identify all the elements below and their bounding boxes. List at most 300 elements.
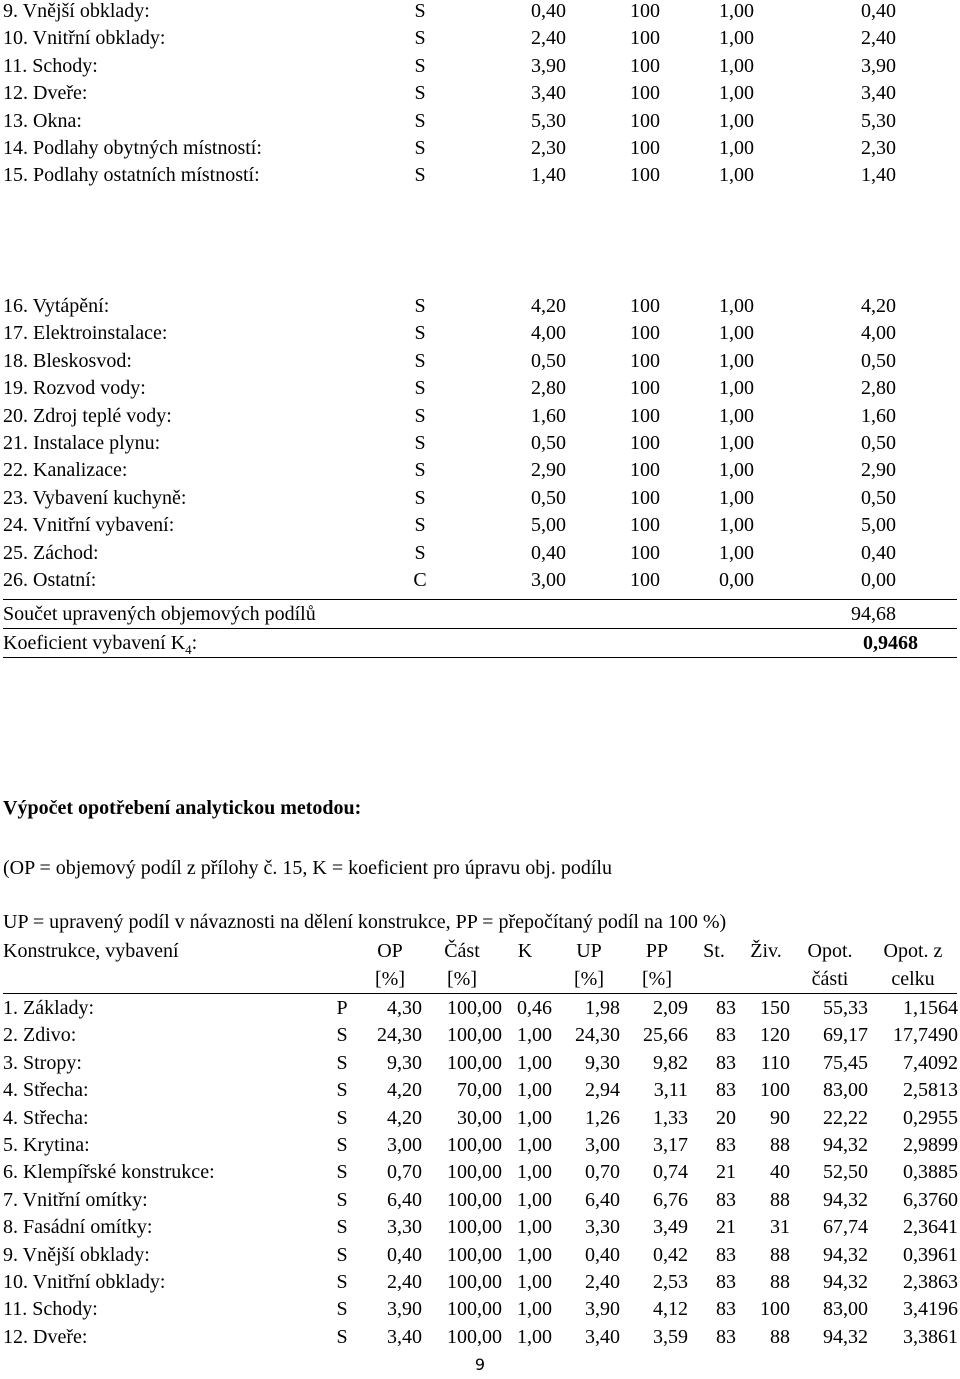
table-row [0,1214,960,1241]
row-type: S [414,27,426,50]
row-k: 1,00 [517,1051,552,1074]
row-value-a: 0,50 [531,349,566,372]
row-label: 20. Zdroj teplé vody: [3,404,172,427]
header-opot-casti-2: části [811,968,849,990]
row-up: 24,30 [575,1024,620,1047]
row-opot-casti: 94,32 [823,1134,868,1156]
row-type: P [336,997,348,1019]
row-value-d: 4,00 [861,322,896,345]
row-type: S [336,1188,348,1211]
row-label: 22. Kanalizace: [3,459,128,482]
table-row [0,0,960,25]
row-label: 13. Okna: [3,109,82,132]
table-row [0,375,960,402]
row-st: 83 [716,1271,736,1293]
row-value-b: 100 [630,349,660,372]
row-ziv: 150 [760,997,790,1019]
row-ziv: 31 [770,1216,790,1239]
row-value-a: 3,90 [531,54,566,77]
row-op: 4,20 [387,1079,422,1102]
header-up-unit: [%] [574,968,604,990]
row-label: 3. Stropy: [3,1051,82,1074]
row-cast: 100,00 [447,1051,502,1074]
row-opot-casti: 94,32 [823,1271,868,1293]
row-opot-casti: 52,50 [823,1161,868,1184]
row-value-b: 100 [630,54,660,77]
row-pp: 3,49 [653,1216,688,1239]
row-ziv: 88 [770,1325,790,1348]
table-row [0,80,960,107]
divider-line [3,599,957,600]
row-type: S [414,322,426,345]
row-up: 2,94 [585,1079,620,1102]
row-type: S [414,82,426,105]
row-cast: 100,00 [447,1271,502,1293]
row-label: 21. Instalace plynu: [3,432,161,454]
row-opot-celku: 0,2955 [903,1106,958,1129]
row-type: S [336,1079,348,1102]
row-label: 11. Schody: [3,1298,98,1321]
row-type: S [336,1298,348,1321]
row-value-c: 1,00 [719,164,754,187]
row-op: 0,70 [387,1161,422,1184]
row-type: S [414,514,426,537]
row-value-a: 1,40 [531,164,566,187]
row-st: 20 [716,1106,736,1129]
table-row [0,25,960,52]
row-value-d: 2,40 [861,27,896,50]
row-value-b: 100 [630,569,660,591]
row-type: S [414,137,426,159]
row-value-a: 4,20 [531,295,566,317]
row-label: 2. Zdivo: [3,1024,77,1047]
row-value-d: 2,90 [861,459,896,482]
row-pp: 25,66 [643,1024,688,1047]
row-up: 3,30 [585,1216,620,1239]
row-type: S [336,1271,348,1293]
row-type: S [414,486,426,509]
row-value-c: 1,00 [719,109,754,132]
row-pp: 6,76 [653,1188,688,1211]
row-label: 18. Bleskosvod: [3,349,132,372]
row-st: 83 [716,1243,736,1266]
row-up: 6,40 [585,1188,620,1211]
row-ziv: 88 [770,1134,790,1156]
header-pp: PP [645,940,669,962]
table-row [0,1296,960,1323]
row-st: 21 [716,1161,736,1184]
table-row [0,403,960,430]
row-ziv: 100 [760,1079,790,1102]
row-label: 9. Vnější obklady: [3,0,150,22]
row-label: 26. Ostatní: [3,569,97,591]
row-label: 11. Schody: [3,54,98,77]
row-label: 4. Střecha: [3,1106,89,1129]
table-row [0,108,960,135]
row-k: 1,00 [517,1188,552,1211]
table-row [0,1105,960,1132]
row-st: 83 [716,1051,736,1074]
divider-line [3,628,957,629]
row-value-d: 2,80 [861,377,896,400]
sum-label: Součet upravených objemových podílů [3,603,316,625]
row-op: 3,40 [387,1325,422,1348]
row-value-b: 100 [630,109,660,132]
row-value-c: 1,00 [719,54,754,77]
row-value-b: 100 [630,486,660,509]
row-value-d: 0,50 [861,349,896,372]
row-value-a: 0,50 [531,486,566,509]
table-row [0,1187,960,1214]
row-opot-celku: 6,3760 [903,1188,958,1211]
row-pp: 2,09 [653,997,688,1019]
row-k: 1,00 [517,1106,552,1129]
row-value-a: 2,40 [531,27,566,50]
row-value-c: 1,00 [719,541,754,564]
row-value-d: 5,30 [861,109,896,132]
row-st: 83 [716,997,736,1019]
row-ziv: 40 [770,1161,790,1184]
row-cast: 100,00 [447,1188,502,1211]
row-label: 14. Podlahy obytných místností: [3,137,262,159]
table-row [0,485,960,512]
row-opot-casti: 75,45 [823,1051,868,1074]
note-line-1: (OP = objemový podíl z přílohy č. 15, K = koeficient pro úpravu obj. podílu [3,857,612,879]
table-row [0,1324,960,1351]
row-value-d: 2,30 [861,137,896,159]
row-k: 1,00 [517,1161,552,1184]
row-opot-casti: 94,32 [823,1188,868,1211]
table-row [0,1269,960,1296]
header-st: St. [703,940,725,962]
coefficient-value: 0,9468 [863,632,918,654]
table-row [0,995,960,1022]
row-ziv: 88 [770,1188,790,1211]
header-opot-celku-2: celku [891,968,935,990]
row-k: 1,00 [517,1325,552,1348]
header-up: UP [576,940,602,962]
row-ziv: 120 [760,1024,790,1047]
row-label: 12. Dveře: [3,1325,88,1348]
row-label: 6. Klempířské konstrukce: [3,1161,215,1184]
row-up: 9,30 [585,1051,620,1074]
row-op: 3,90 [387,1298,422,1321]
row-pp: 3,17 [653,1134,688,1156]
coefficient-row [0,630,960,657]
table-row [0,1022,960,1049]
row-op: 9,30 [387,1051,422,1074]
row-value-b: 100 [630,82,660,105]
row-opot-celku: 2,3863 [903,1271,958,1293]
row-k: 1,00 [517,1271,552,1293]
table-row [0,430,960,457]
row-op: 4,30 [387,997,422,1019]
row-value-d: 0,40 [861,0,896,22]
row-value-c: 1,00 [719,377,754,400]
row-value-b: 100 [630,404,660,427]
row-label: 19. Rozvod vody: [3,377,146,400]
table-row [0,320,960,347]
row-value-a: 3,40 [531,82,566,105]
row-value-d: 0,00 [861,569,896,591]
row-label: 7. Vnitřní omítky: [3,1188,148,1211]
row-label: 10. Vnitřní obklady: [3,27,166,50]
row-value-a: 0,50 [531,432,566,454]
row-pp: 4,12 [653,1298,688,1321]
table-row [0,162,960,189]
row-opot-celku: 2,9899 [903,1134,958,1156]
row-st: 21 [716,1216,736,1239]
row-type: S [414,459,426,482]
row-opot-celku: 2,3641 [903,1216,958,1239]
row-cast: 70,00 [457,1079,502,1102]
row-opot-casti: 94,32 [823,1243,868,1266]
row-label: 17. Elektroinstalace: [3,322,168,345]
header-konstrukce: Konstrukce, vybavení [3,940,179,962]
row-label: 23. Vybavení kuchyně: [3,486,187,509]
sum-value: 94,68 [851,603,896,625]
coefficient-label: Koeficient vybavení $K_4$: [3,632,198,657]
row-value-a: 2,30 [531,137,566,159]
table-row [0,1050,960,1077]
table-row [0,135,960,162]
row-label: 16. Vytápění: [3,295,110,317]
header-op: OP [377,940,403,962]
row-up: 3,00 [585,1134,620,1156]
row-value-b: 100 [630,0,660,22]
row-ziv: 88 [770,1243,790,1266]
row-pp: 1,33 [653,1106,688,1129]
row-up: 0,40 [585,1243,620,1266]
row-opot-casti: 22,22 [823,1106,868,1129]
row-up: 1,26 [585,1106,620,1129]
row-st: 83 [716,1024,736,1047]
row-type: S [414,432,426,454]
header-cast: Část [444,940,480,962]
header-pp-unit: [%] [642,968,672,990]
row-opot-casti: 69,17 [823,1024,868,1047]
wear-table-header [0,938,960,965]
row-type: S [414,377,426,400]
row-value-c: 0,00 [719,569,754,591]
row-value-b: 100 [630,514,660,537]
row-up: 2,40 [585,1271,620,1293]
row-cast: 100,00 [447,1216,502,1239]
row-value-c: 1,00 [719,295,754,317]
row-value-a: 0,40 [531,0,566,22]
row-value-d: 0,40 [861,541,896,564]
row-type: S [414,349,426,372]
row-value-a: 2,80 [531,377,566,400]
row-up: 3,40 [585,1325,620,1348]
row-op: 6,40 [387,1188,422,1211]
row-value-d: 3,40 [861,82,896,105]
row-value-a: 3,00 [531,569,566,591]
row-value-c: 1,00 [719,459,754,482]
row-op: 24,30 [377,1024,422,1047]
row-label: 4. Střecha: [3,1079,89,1102]
note-line-2: UP = upravený podíl v návaznosti na dělení konstrukce, PP = přepočítaný podíl na 100 %) [3,911,727,933]
row-cast: 100,00 [447,1161,502,1184]
row-opot-celku: 3,4196 [903,1298,958,1321]
row-pp: 3,11 [653,1079,688,1102]
row-value-b: 100 [630,295,660,317]
row-opot-celku: 0,3961 [903,1243,958,1266]
header-divider [3,993,957,994]
row-value-c: 1,00 [719,432,754,454]
row-k: 1,00 [517,1243,552,1266]
row-value-b: 100 [630,164,660,187]
row-value-a: 4,00 [531,322,566,345]
row-pp: 3,59 [653,1325,688,1348]
row-st: 83 [716,1079,736,1102]
row-type: S [336,1243,348,1266]
row-opot-celku: 0,3885 [903,1161,958,1184]
row-opot-casti: 94,32 [823,1325,868,1348]
row-opot-celku: 7,4092 [903,1051,958,1074]
row-type: S [414,0,426,22]
row-opot-casti: 83,00 [823,1298,868,1321]
row-op: 3,30 [387,1216,422,1239]
row-label: 8. Fasádní omítky: [3,1216,153,1239]
header-op-unit: [%] [375,968,405,990]
row-value-a: 1,60 [531,404,566,427]
row-k: 1,00 [517,1079,552,1102]
row-op: 2,40 [387,1271,422,1293]
row-value-c: 1,00 [719,514,754,537]
row-value-c: 1,00 [719,137,754,159]
header-opot-celku: Opot. z [883,940,943,962]
row-value-b: 100 [630,459,660,482]
row-value-d: 3,90 [861,54,896,77]
coefficient-subscript: 4 [185,642,192,657]
row-opot-celku: 2,5813 [903,1079,958,1102]
row-k: 0,46 [517,997,552,1019]
wear-table-header-units [0,966,960,993]
row-value-b: 100 [630,541,660,564]
row-value-a: 0,40 [531,541,566,564]
page-number: 9 [474,1355,486,1374]
row-value-c: 1,00 [719,322,754,345]
row-value-c: 1,00 [719,349,754,372]
row-opot-celku: 1,1564 [903,997,958,1019]
row-label: 1. Základy: [3,997,95,1019]
row-up: 3,90 [585,1298,620,1321]
row-ziv: 88 [770,1271,790,1293]
row-label: 15. Podlahy ostatních místností: [3,164,260,187]
row-type: S [414,541,426,564]
row-opot-celku: 3,3861 [903,1325,958,1348]
header-cast-unit: [%] [447,968,477,990]
row-op: 3,00 [387,1134,422,1156]
table-row [0,293,960,320]
row-label: 5. Krytina: [3,1134,90,1156]
row-value-c: 1,00 [719,404,754,427]
row-value-b: 100 [630,27,660,50]
row-value-d: 0,50 [861,486,896,509]
row-value-d: 4,20 [861,295,896,317]
row-type: S [336,1134,348,1156]
row-cast: 100,00 [447,1024,502,1047]
row-pp: 0,74 [653,1161,688,1184]
row-value-d: 1,60 [861,404,896,427]
row-op: 0,40 [387,1243,422,1266]
header-ziv: Živ. [750,940,782,962]
row-value-a: 2,90 [531,459,566,482]
row-pp: 2,53 [653,1271,688,1293]
header-opot-casti: Opot. [807,940,853,962]
row-st: 83 [716,1298,736,1321]
table-row [0,1159,960,1186]
row-type: S [414,295,426,317]
row-value-c: 1,00 [719,82,754,105]
row-opot-casti: 83,00 [823,1079,868,1102]
row-type: S [336,1024,348,1047]
row-label: 12. Dveře: [3,82,88,105]
table-row [0,348,960,375]
sum-row [0,601,960,628]
row-value-b: 100 [630,322,660,345]
row-value-d: 1,40 [861,164,896,187]
table-row [0,1077,960,1104]
row-opot-celku: 17,7490 [893,1024,958,1047]
row-cast: 100,00 [447,997,502,1019]
row-cast: 100,00 [447,1134,502,1156]
row-cast: 100,00 [447,1243,502,1266]
row-type: S [336,1106,348,1129]
row-opot-casti: 55,33 [823,997,868,1019]
divider-line [3,657,957,658]
row-type: S [336,1216,348,1239]
row-value-a: 5,00 [531,514,566,537]
row-type: S [414,404,426,427]
section-heading: Výpočet opotřebení analytickou metodou: [3,797,362,819]
row-value-c: 1,00 [719,0,754,22]
row-type: S [336,1161,348,1184]
row-pp: 0,42 [653,1243,688,1266]
table-row [0,512,960,539]
table-row [0,53,960,80]
row-up: 0,70 [585,1161,620,1184]
row-label: 10. Vnitřní obklady: [3,1271,166,1293]
row-cast: 100,00 [447,1298,502,1321]
row-value-d: 5,00 [861,514,896,537]
row-k: 1,00 [517,1134,552,1156]
row-value-b: 100 [630,377,660,400]
row-label: 9. Vnější obklady: [3,1243,150,1266]
row-st: 83 [716,1134,736,1156]
row-opot-casti: 67,74 [823,1216,868,1239]
row-k: 1,00 [517,1024,552,1047]
row-ziv: 100 [760,1298,790,1321]
row-value-b: 100 [630,432,660,454]
table-row [0,457,960,484]
row-type: S [336,1325,348,1348]
row-type: C [413,569,427,591]
table-row [0,567,960,594]
row-k: 1,00 [517,1298,552,1321]
header-k: K [517,940,533,962]
row-label: 24. Vnitřní vybavení: [3,514,175,537]
row-type: S [414,54,426,77]
row-type: S [414,164,426,187]
row-value-a: 5,30 [531,109,566,132]
table-row [0,540,960,567]
row-type: S [414,109,426,132]
row-cast: 30,00 [457,1106,502,1129]
row-value-d: 0,50 [861,432,896,454]
row-k: 1,00 [517,1216,552,1239]
